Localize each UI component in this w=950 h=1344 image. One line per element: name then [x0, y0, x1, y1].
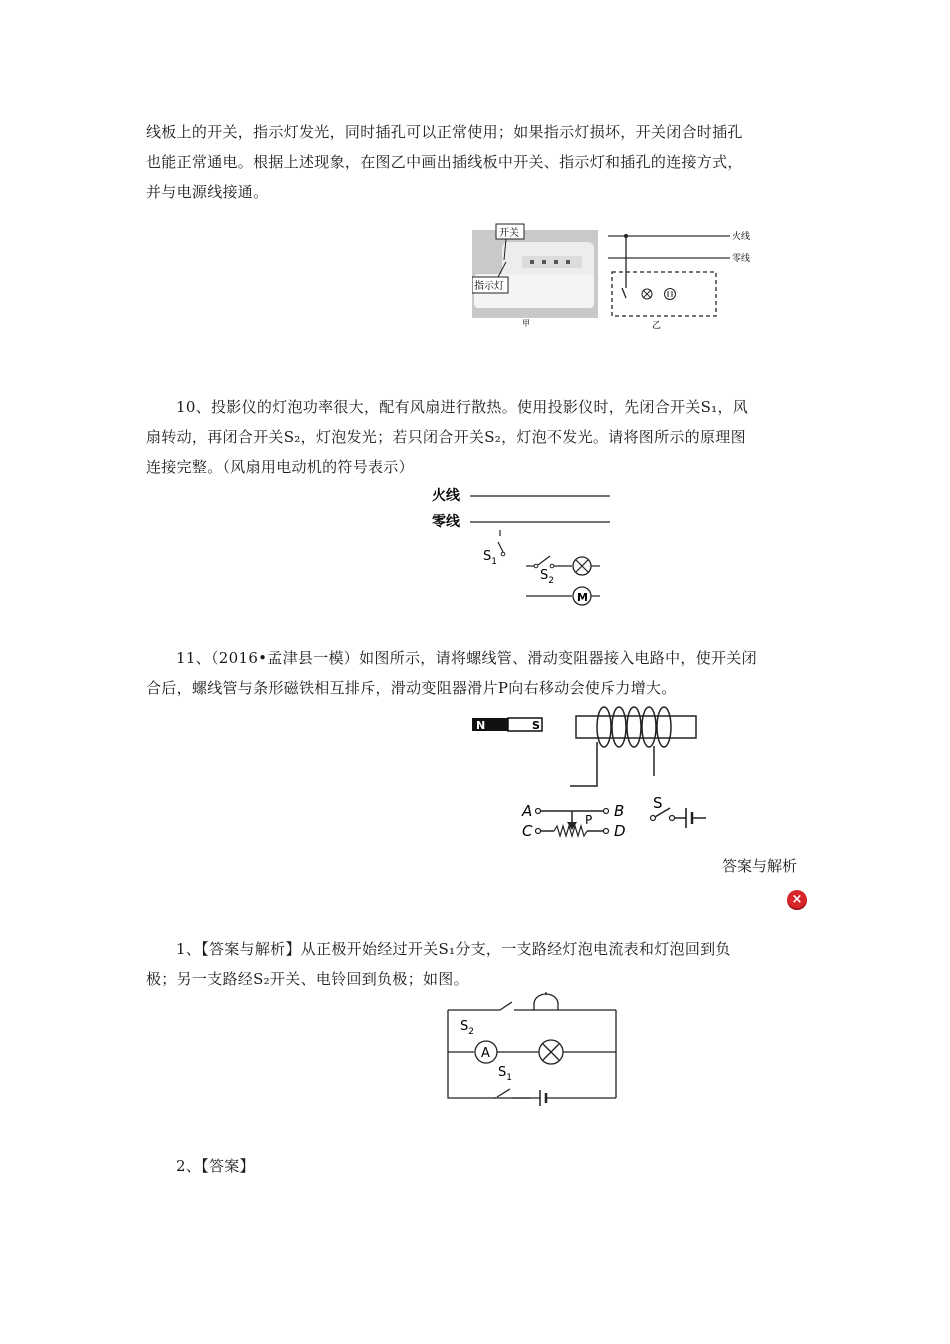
q10-figure: [428, 480, 618, 610]
terminal-c-label: C: [522, 822, 533, 840]
magnet-s-label: S: [532, 719, 540, 732]
q9-neutral-label: 零线: [732, 254, 751, 264]
q10-neutral-label: 零线: [432, 514, 460, 530]
a1-text: [146, 934, 806, 994]
q9-live-label: 火线: [732, 232, 751, 242]
bell-icon: [534, 994, 558, 1010]
a1-s1-label: $S_1$: [498, 1065, 512, 1083]
q9-figure-yi: [608, 222, 768, 332]
q10-s2-label: $S_2$: [540, 568, 554, 586]
q9-line-2: 也能正常通电。根据上述现象，在图乙中画出插线板中开关、指示灯和插孔的连接方式，: [146, 153, 743, 171]
q9-switch-label: 开关: [499, 228, 519, 239]
terminal-b-label: B: [614, 802, 625, 820]
q9-indicator-label: 指示灯: [474, 281, 504, 292]
q10-live-label: 火线: [432, 488, 460, 504]
a1-line-1: 1、【答案与解析】从正极开始经过开关S₁分支，一支路经灯泡电流表和灯泡回到负: [176, 940, 731, 958]
terminal-a-label: A: [522, 802, 533, 820]
q11-line-1: 11、（2016•孟津县一模）如图所示，请将螺线管、滑动变阻器接入电路中，使开关闭: [176, 649, 757, 667]
magnet-n-label: N: [476, 719, 486, 732]
q9-figure-jia: [472, 222, 598, 332]
q10-line-3: 连接完整。（风扇用电动机的符号表示）: [146, 458, 414, 476]
q10-line-2: 扇转动，再闭合开关S₂，灯泡发光；若只闭合开关S₂，灯泡不发光。请将图所示的原理图: [146, 428, 746, 446]
q9-line-1: 线板上的开关，指示灯发光，同时插孔可以正常使用；如果指示灯损坏，开关闭合时插孔: [146, 123, 743, 141]
q10-motor-label: M: [577, 591, 588, 604]
q10-text: [146, 392, 806, 482]
q9-yi-label: 乙: [652, 321, 662, 331]
a1-circuit-figure: [440, 990, 622, 1108]
a1-s2-label: $S_2$: [460, 1019, 474, 1037]
terminal-d-label: D: [614, 822, 626, 840]
slider-p-label: P: [585, 813, 593, 827]
a2-text: 2、【答案】: [176, 1157, 255, 1175]
q9-jia-label: 甲: [522, 319, 530, 328]
ammeter-label: A: [481, 1046, 490, 1061]
solenoid-core: [576, 716, 696, 738]
q9-line-3: 并与电源线接通。: [146, 183, 269, 201]
q11-line-2: 合后，螺线管与条形磁铁相互排斥，滑动变阻器滑片P向右移动会使斥力增大。: [146, 679, 677, 697]
q10-line-1: 10、投影仪的灯泡功率很大，配有风扇进行散热。使用投影仪时，先闭合开关S₁，风: [176, 398, 749, 416]
q11-switch-label: S: [653, 794, 663, 812]
close-icon[interactable]: ×: [787, 890, 807, 910]
q11-figure: [470, 704, 720, 844]
a1-line-2: 极；另一支路经S₂开关、电铃回到负极；如图。: [146, 970, 469, 988]
answer-section-title: 答案与解析: [722, 857, 798, 875]
q11-text: [146, 643, 806, 703]
q10-s1-label: $S_1$: [483, 549, 497, 567]
q9-text: [146, 117, 806, 207]
